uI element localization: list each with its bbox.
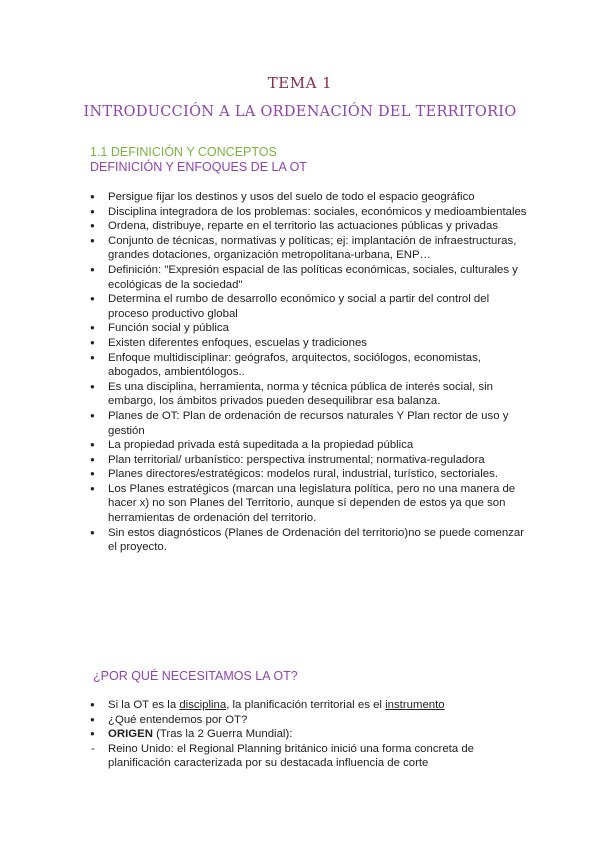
section-subtitle: DEFINICIÓN Y ENFOQUES DE LA OT [90, 160, 307, 174]
question-heading: ¿POR QUÉ NECESITAMOS LA OT? [93, 669, 298, 683]
list-item: ● Ordena, distribuye, reparte en el territorio las actuaciones públicas y privadas [90, 219, 528, 234]
list-item: ● Conjunto de técnicas, normativas y políticas; ej: implantación de infraestructuras, grandes dotaciones, organización metropolitana-urbana, ENP… [90, 234, 528, 263]
list-item: ● Definición: "Expresión espacial de las políticas económicas, sociales, culturales y ecológicas de la sociedad" [90, 263, 528, 292]
document-title: INTRODUCCIÓN A LA ORDENACIÓN DEL TERRITORIO [83, 104, 517, 120]
list-item: - Reino Unido: el Regional Planning británico inició una forma concreta de planificación caracterizada por su destacada influencia de corte [90, 742, 528, 771]
list-item: ● Persigue fijar los destinos y usos del suelo de todo el espacio geográfico [90, 190, 528, 205]
underlined-term: instrumento [385, 699, 445, 711]
list-item: ● Es una disciplina, herramienta, norma y técnica pública de interés social, sin embargo, los ámbitos privados pueden desequilibrar esa balanza. [90, 380, 528, 409]
list-item: ● Enfoque multidisciplinar: geógrafos, arquitectos, sociólogos, economistas, abogados, ambientólogos.. [90, 351, 528, 380]
list-item [90, 698, 528, 713]
list-item: ● Plan territorial/ urbanístico: perspectiva instrumental; normativa-reguladora [90, 453, 528, 468]
list-item: ● Planes de OT: Plan de ordenación de recursos naturales Y Plan rector de uso y gestión [90, 409, 528, 438]
underlined-term: disciplina [179, 699, 227, 711]
item-text: , la planificación territorial es el [226, 699, 386, 711]
item-text: Si la OT es la [108, 699, 180, 711]
bold-term: ORIGEN [108, 728, 153, 741]
list-item: ● Disciplina integradora de los problemas: sociales, económicos y medioambientales [90, 205, 528, 220]
item-text: (Tras la 2 Guerra Mundial): [152, 728, 293, 741]
section-title: 1.1 DEFINICIÓN Y CONCEPTOS [90, 145, 277, 159]
list-item [90, 727, 528, 742]
why-ot-list [90, 698, 528, 771]
list-item: ● Función social y pública [90, 321, 528, 336]
definition-list [90, 190, 528, 555]
list-item: ● Los Planes estratégicos (marcan una legislatura política, pero no una manera de hacer x) no son Planes del Territorio, aunque sí dependen de estos ya que son herramientas de ordenación del territorio. [90, 482, 528, 526]
list-item: ● ¿Qué entendemos por OT? [90, 713, 528, 728]
list-item: ● Planes directores/estratégicos: modelos rural, industrial, turístico, sectoriales. [90, 467, 528, 482]
list-item: ● La propiedad privada está supeditada a la propiedad pública [90, 438, 528, 453]
list-item: ● Sin estos diagnósticos (Planes de Ordenación del territorio)no se puede comenzar el proyecto. [90, 526, 528, 555]
list-item: ● Determina el rumbo de desarrollo económico y social a partir del control del proceso productivo global [90, 292, 528, 321]
tema-label: TEMA 1 [267, 74, 333, 92]
list-item: ● Existen diferentes enfoques, escuelas y tradiciones [90, 336, 528, 351]
